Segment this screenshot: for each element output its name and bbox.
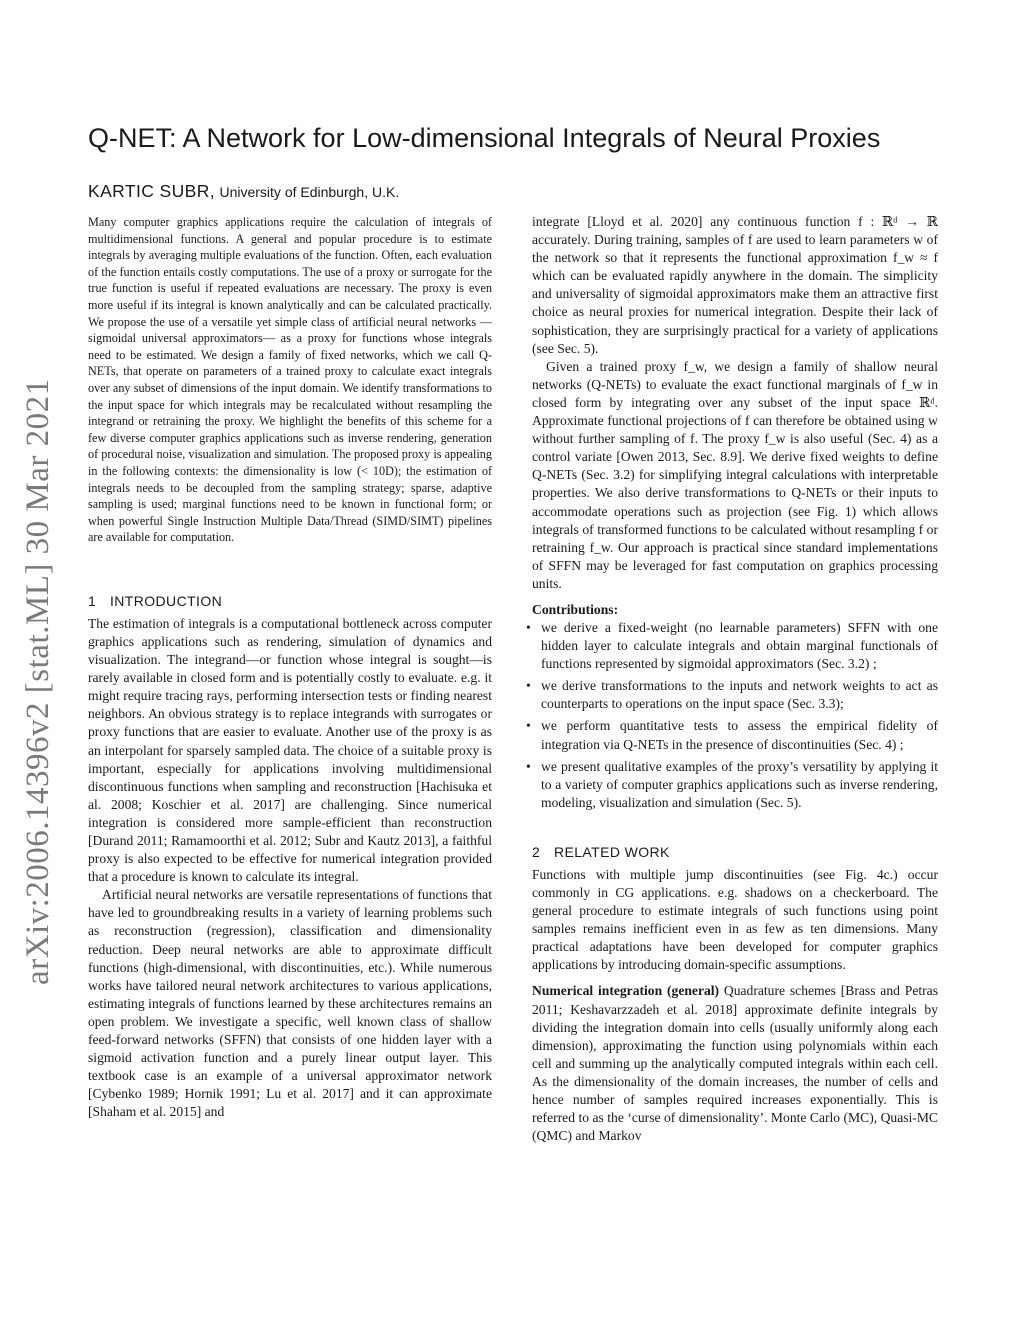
arxiv-identifier: arXiv:2006.14396v2 [stat.ML] 30 Mar 2021 [20,378,56,985]
bullet-icon: • [526,718,531,734]
list-item: • we perform quantitative tests to assess the empirical fidelity of integration via Q-NETs in the presence of discontinuities (Sec. 4) ; [526,718,938,752]
intro-paragraph-2: Artificial neural networks are versatile representations of functions that have led to groundbreaking results in a variety of learning problems such as reconstruction (regression), classification and dimensionality reduction. Deep neural networks are able to approximate difficult functions (high-dimensional, with discontinuities, etc.). While numerous works have tailored neural network architectures to various applications, estimating integrals of functions learned by these architectures remains an open problem. We investigate a specific, well known class of shallow feed-forward networks (SFFN) that consists of one hidden layer with a sigmoid activation function and a purely linear output layer. This textbook case is an example of a universal approximator network [Cybenko 1989; Hornik 1991; Lu et al. 2017] and it can approximate [Shaham et al. 2015] and [88,887,492,1120]
author-line [88,181,399,202]
section-title: RELATED WORK [554,843,670,860]
list-item: • we derive transformations to the inputs and network weights to act as counterparts to operations on the input space (Sec. 3.3); [526,678,938,712]
related-paragraph-2: Numerical integration (general) Quadrature schemes [Brass and Petras 2011; Keshavarzzadeh et al. 2018] approximate definite integrals by dividing the integration domain into cells (usually uniformly along each dimension), approximating the function using polynomials within each cell and summing up the analytically computed integrals within each cell. As the dimensionality of the domain increases, the number of cells and hence number of samples required increases exponentially. This is referred to as the ‘curse of dimensionality’. Monte Carlo (MC), Quasi-MC (QMC) and Markov [532,983,938,1144]
body-paragraph-2: Given a trained proxy f_w, we design a family of shallow neural networks (Q-NETs) to evaluate the exact functional marginals of f_w in closed form by integrating over any subset of the input space ℝᵈ. Approximate functional projections of f can therefore be obtained using w without further sampling of f. The proxy f_w is also useful (Sec. 4) as a control variate [Owen 2013, Sec. 8.9]. We derive fixed weights to define Q-NETs (Sec. 3.2) for simplifying integral calculations with interpretable properties. We also derive transformations to Q-NETs or their inputs to accommodate operations such as projection (see Fig. 1) which allows integrals of transformed functions to be calculated without resampling f or retraining f_w. Our approach is practical since standard implementations of SFFN may be leveraged for fast computation on graphics processing units. [532,358,938,591]
contributions-title: Contributions: [532,601,619,617]
paragraph-heading: Numerical integration (general) [532,983,720,999]
intro-paragraph-1: The estimation of integrals is a computational bottleneck across computer graphics applications such as rendering, simulation of dynamics and visualization. The integrand—or function whose integral is sought—is rarely available in closed form and is potentially costly to evaluate. e.g. it might require tracing rays, performing intersection tests or finding nearest neighbors. An obvious strategy is to replace integrands with surrogates or proxy functions that are easier to evaluate. Another use of the proxy is as an interpolant for sparsely sampled data. The choice of a suitable proxy is important, especially for applications involving multidimensional discontinuous functions when sampling and reconstruction [Hachisuka et al. 2008; Koschier et al. 2017] are challenging. Since numerical integration is considered more sample-efficient than reconstruction [Durand 2011; Ramamoorthi et al. 2012; Subr and Kautz 2013], a faithful proxy is also expected to be effective for numerical integration provided that a procedure is known to calculate its integral. [88,615,492,885]
list-item: • we present qualitative examples of the proxy’s versatility by applying it to a variety of computer graphics applications such as inverse rendering, modeling, visualization and simulation (Sec. 5). [526,758,938,810]
bullet-icon: • [526,619,531,635]
abstract: Many computer graphics applications require the calculation of integrals of multidimensional functions. A general and popular procedure is to estimate integrals by averaging multiple evaluations of the function. Often, each evaluation of the function entails costly computations. The use of a proxy or surrogate for the true function is useful if repeated evaluations are necessary. The proxy is even more useful if its integral is known analytically and can be calculated practically. We propose the use of a versatile yet simple class of artificial neural networks —sigmoidal universal approximators— as a proxy for functions whose integrals need to be estimated. We design a family of fixed networks, which we call Q-NETs, that operate on parameters of a trained proxy to calculate exact integrals over any subset of dimensions of the input domain. We identify transformations to the input space for which integrals may be recalculated without resampling the integrand or retraining the proxy. We highlight the benefits of this scheme for a few diverse computer graphics applications such as inverse rendering, generation of procedural noise, visualization and simulation. The proposed proxy is appealing in the following contexts: the dimensionality is low (< 10D); the estimation of integrals needs to be decoupled from the sampling strategy; sparse, adaptive sampling is used; marginal functions need to be known in functional form; or when powerful Single Instruction Multiple Data/Thread (SIMD/SIMT) pipelines are available for computation. [88,215,492,545]
related-paragraph-1: Functions with multiple jump discontinuities (see Fig. 4c.) occur commonly in CG applications. e.g. shadows on a checkerboard. The general procedure to estimate integrals of such functions using point samples remains inefficient even in as few as ten dimensions. Many practical adaptations have been developed for computer graphics applications by introducing domain-specific assumptions. [532,866,938,973]
author-affiliation: University of Edinburgh, U.K. [219,184,400,200]
left-column [88,214,492,1122]
section-title: INTRODUCTION [110,592,223,609]
section-heading-introduction [88,593,492,609]
list-item: • we derive a fixed-weight (no learnable parameters) SFFN with one hidden layer to calculate integrals and obtain marginal functionals of functions represented by sigmoidal approximators (Sec. 3.2) ; [526,619,938,672]
section-number: 2 [532,843,541,860]
body-paragraph-1: integrate [Lloyd et al. 2020] any continuous function f : ℝᵈ → ℝ accurately. During training, samples of f are used to learn parameters w of the network so that it represents the functional approximation f_w ≈ f which can be evaluated rapidly anywhere in the domain. The simplicity and universality of sigmoidal approximators make them an attractive first choice as neural proxies for numerical integration. Despite their lack of sophistication, they are surprisingly practical for a variety of applications (see Sec. 5). [532,214,938,356]
bullet-icon: • [526,758,531,774]
right-column [526,213,938,1145]
bullet-icon: • [526,678,531,694]
section-heading-related-work [532,844,938,860]
contributions-list [526,619,938,812]
author-name: KARTIC SUBR, [88,181,216,201]
section-number: 1 [88,592,97,609]
paper-title: Q-NET: A Network for Low-dimensional Integrals of Neural Proxies [88,123,881,153]
